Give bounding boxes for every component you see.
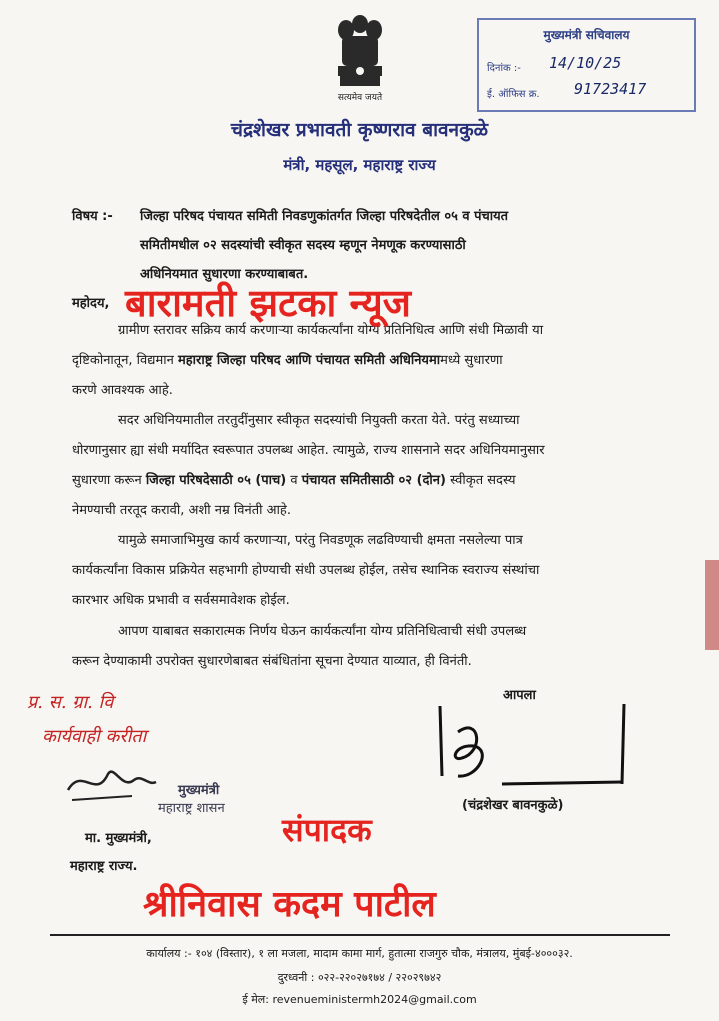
footer-phone: दुरध्वनी : ०२२-२२०२७१७४ / २२०२९७४२ (277, 971, 442, 984)
paragraph-line: आपण याबाबत सकारात्मक निर्णय घेऊन कार्यकर्त्यांना योग्य प्रतिनिधित्वाची संधी उपलब्ध (118, 624, 527, 639)
cm-stamp: मुख्यमंत्री (178, 783, 220, 798)
handwritten-note: कार्यवाही करीता (42, 726, 147, 747)
paragraph-line: सुधारणा करून जिल्हा परिषदेसाठी ०५ (पाच) व पंचायत समितीसाठी ०२ (दोन) स्वीकृत सदस्य (72, 473, 516, 488)
paragraph-line: करून देण्याकामी उपरोक्त सुधारणेबाबत संबंधितांना सूचना देण्यात याव्यात, ही विनंती. (72, 654, 472, 669)
addressee: मा. मुख्यमंत्री, (85, 831, 152, 846)
paragraph-line: करणे आवश्यक आहे. (72, 383, 173, 398)
handwritten-note: प्र. स. ग्रा. वि (27, 692, 114, 713)
emblem-caption: सत्यमेव जयते (337, 93, 383, 103)
channel-watermark: बारामती झटका न्यूज (125, 281, 411, 325)
subject-line: अधिनियमात सुधारणा करण्याबाबत. (140, 267, 309, 282)
paragraph-line: धोरणानुसार ह्या संधी मर्यादित स्वरूपात उपलब्ध आहेत. त्यामुळे, राज्य शासनाने सदर अधिनियमानुसार (72, 443, 545, 458)
editor-title-watermark: संपादक (282, 811, 372, 849)
paragraph-line: नेमण्याची तरतूद करावी, अशी नम्र विनंती आहे. (72, 503, 291, 518)
paragraph-line: कार्यकर्त्यांना विकास प्रक्रियेत सहभागी होण्याची संधी उपलब्ध होईल, तसेच स्थानिक स्वराज्य संस्थांचा (72, 563, 540, 578)
cm-stamp: महाराष्ट्र शासन (158, 801, 225, 816)
paragraph-line: ग्रामीण स्तरावर सक्रिय कार्य करणाऱ्या कार्यकर्त्यांना योग्य प्रतिनिधित्व आणि संधी मिळावी या (118, 323, 544, 338)
stamp-date-label: दिनांक :- (487, 63, 521, 74)
paragraph-line: यामुळे समाजाभिमुख कार्य करणाऱ्या, परंतु निवडणूक लढविण्याची क्षमता नसलेल्या पात्र (118, 533, 523, 548)
subject-label: विषय :- (72, 209, 113, 224)
office-stamp (477, 18, 696, 112)
addressee: महाराष्ट्र राज्य. (70, 859, 138, 874)
footer-address: कार्यालय :- १०४ (विस्तार), १ ला मजला, मादाम कामा मार्ग, हुतात्मा राजगुरु चौक, मंत्रालय, मुंबई-४०००३२. (146, 947, 573, 960)
signer-name: (चंद्रशेखर बावनकुळे) (462, 798, 564, 813)
subject-line: जिल्हा परिषद पंचायत समिती निवडणुकांतर्गत जिल्हा परिषदेतील ०५ व पंचायत (140, 209, 509, 224)
editor-name-watermark: श्रीनिवास कदम पाटील (143, 884, 436, 925)
paragraph-line: दृष्टिकोनातून, विद्यमान महाराष्ट्र जिल्हा परिषद आणि पंचायत समिती अधिनियमामध्ये सुधारणा (72, 353, 503, 368)
cm-signature-icon (62, 760, 162, 810)
paragraph-line: सदर अधिनियमातील तरतुदींनुसार स्वीकृत सदस्यांची नियुक्ती करता येते. परंतु सध्याच्या (118, 413, 520, 428)
minister-designation: मंत्री, महसूल, महाराष्ट्र राज्य (283, 156, 436, 174)
minister-name: चंद्रशेखर प्रभावती कृष्णराव बावनकुळे (230, 119, 489, 141)
paragraph-line: कारभार अधिक प्रभावी व सर्वसमावेशक होईल. (72, 593, 290, 608)
subject-line: समितीमधील ०२ सदस्यांची स्वीकृत सदस्य म्हणून नेमणूक करण्यासाठी (140, 238, 466, 253)
salutation: महोदय, (72, 296, 110, 311)
closing-word: आपला (503, 688, 536, 703)
stamp-date-value: 14/10/25 (549, 54, 622, 72)
minister-signature-icon (432, 696, 632, 796)
footer-divider (50, 934, 670, 936)
stamp-office-no-value: 91723417 (574, 80, 647, 98)
stamp-title: मुख्यमंत्री सचिवालय (543, 28, 630, 42)
stamp-office-no-label: ई. ऑफिस क्र. (487, 89, 540, 100)
page-edge-shadow (705, 560, 719, 650)
footer-email: ई मेल: revenueministermh2024@gmail.com (242, 993, 477, 1006)
